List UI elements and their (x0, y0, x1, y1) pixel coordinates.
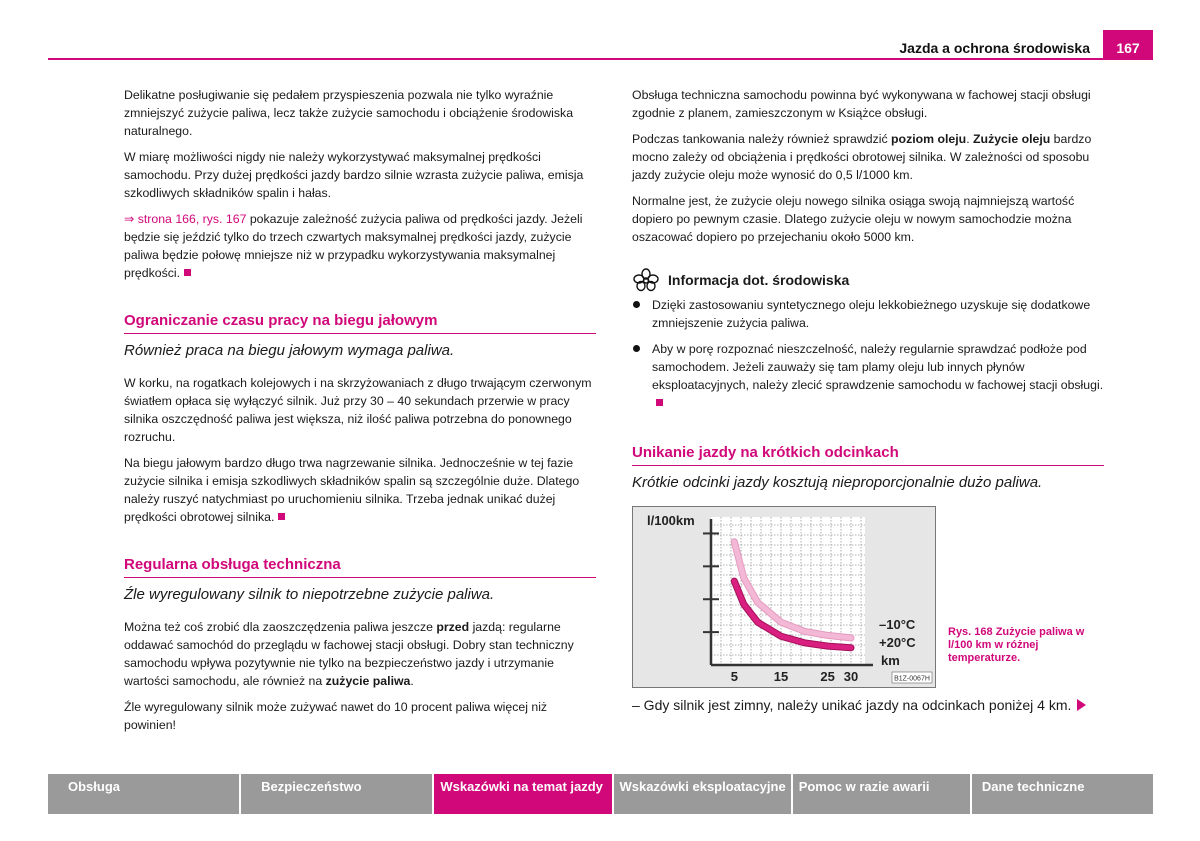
environment-note-header (632, 268, 1104, 292)
paragraph: Można też coś zrobić dla zaoszczędzenia paliwa jeszcze przed jazdą: regularne oddawać samochód do przeglądu w fachowej stacji obsługi. Dobry stan techniczny samochodu wpływa pozytywnie nie tylko na bezpieczeństwo jazdy i utrzymanie wartości samochodu, ale również na zużycie paliwa. (124, 620, 574, 688)
section-heading-idle: Ograniczanie czasu pracy na biegu jałowym (124, 312, 596, 334)
running-head: Jazda a ochrona środowiska (899, 40, 1090, 56)
end-mark-icon (278, 513, 285, 520)
section-heading-service: Regularna obsługa techniczna (124, 556, 596, 578)
bullet-icon (633, 345, 640, 352)
instruction-item: – Gdy silnik jest zimny, należy unikać jazdy na odcinkach poniżej 4 km. (632, 697, 1122, 713)
y-axis-label: l/100km (647, 513, 695, 528)
list-item: Aby w porę rozpoznać nieszczelność, należy regularnie sprawdzać podłoże pod samochodem. Jeżeli zauważy się tam plamy oleju lub innych płynów eksploatacyjnych, należy zlecić sprawdzenie samochodu w fachowej stacji obsługi. (632, 340, 1104, 412)
paragraph: Na biegu jałowym bardzo długo trwa nagrzewanie silnika. Jednocześnie w tej fazie zużycie silnika i emisja szkodliwych składników spalin są szczególnie duże. Dlatego należy ruszyć natychmiast po uruchomieniu silnika. Trzeba jednak unikać dużej prędkości obrotowej silnika. (124, 456, 580, 524)
paragraph: Delikatne posługiwanie się pedałem przyspieszenia pozwala nie tylko wyraźnie zmniejszyć zużycie paliwa, lecz także zużycie samochodu i obciążenie środowiska naturalnego. (124, 88, 574, 138)
page-number: 167 (1103, 30, 1153, 60)
left-column (124, 86, 596, 742)
paragraph: Źle wyregulowany silnik może zużywać nawet do 10 procent paliwa więcej niż powinien! (124, 700, 548, 732)
environment-note-title: Informacja dot. środowiska (668, 272, 850, 288)
tab-bezpieczenstwo[interactable]: Bezpieczeństwo (241, 774, 432, 814)
paragraph: ⇒ strona 166, rys. 167 pokazuje zależność zużycia paliwa od prędkości jazdy. Jeżeli będzie się jeździć tylko do trzech czwartych maksymalnej prędkości jazdy, zużycie paliwa będzie połowę mniejsze niż w przypadku wykorzystywania maksymalnej prędkości. (124, 212, 583, 280)
end-mark-icon (656, 399, 663, 406)
end-mark-icon (184, 269, 191, 276)
tab-dane-techniczne[interactable]: Dane techniczne (972, 774, 1153, 814)
flower-icon (632, 268, 660, 292)
x-tick-label: 15 (773, 669, 789, 684)
paragraph: W miarę możliwości nigdy nie należy wykorzystywać maksymalnej prędkości samochodu. Przy dużej prędkości jazdy bardzo silnie wzrasta zużycie paliwa, emisja szkodliwych składników spalin i hałas. (124, 150, 584, 200)
x-tick-label: 25 (820, 669, 835, 684)
tab-wskazowki-jazdy[interactable]: Wskazówki na temat jazdy (434, 774, 611, 814)
paragraph: Podczas tankowania należy również sprawdzić poziom oleju. Zużycie oleju bardzo mocno zależy od obciążenia i prędkości obrotowej silnika. W zależności od sposobu jazdy zużycie oleju może wynosić do 0,5 l/1000 km. (632, 132, 1092, 182)
series-label: –10°C (879, 617, 916, 632)
paragraph: Obsługa techniczna samochodu powinna być wykonywana w fachowej stacji obsługi zgodnie z planem, zamieszczonym w Książce obsługi. (632, 88, 1091, 120)
bullet-icon (633, 301, 640, 308)
footer-nav (48, 774, 1153, 814)
section-lead: Źle wyregulowany silnik to niepotrzebne zużycie paliwa. (124, 586, 495, 603)
continue-arrow-icon (1077, 699, 1086, 711)
tab-wskazowki-eksploatacyjne[interactable]: Wskazówki eksploatacyjne (614, 774, 791, 814)
series-label: +20°C (879, 635, 916, 650)
header-rule (48, 58, 1153, 60)
chart-svg (633, 507, 935, 687)
list-item: Dzięki zastosowaniu syntetycznego oleju lekkobieżnego uzyskuje się dodatkowe zmniejszenie zużycia paliwa. (632, 296, 1104, 332)
right-column (632, 86, 1104, 688)
section-heading-short-trips: Unikanie jazdy na krótkich odcinkach (632, 444, 1104, 466)
x-axis-label: km (881, 653, 900, 668)
section-lead: Również praca na biegu jałowym wymaga paliwa. (124, 342, 455, 359)
figure-code: B1Z-0067H (894, 675, 930, 683)
tab-pomoc-awarii[interactable]: Pomoc w razie awarii (793, 774, 970, 814)
fuel-consumption-chart (632, 506, 936, 688)
figure-caption: Rys. 168 Zużycie paliwa w l/100 km w różnej temperaturze. (948, 626, 1085, 664)
paragraph: W korku, na rogatkach kolejowych i na skrzyżowaniach z długo trwającym czerwonym światłem opłaca się wyłączyć silnik. Już przy 30 – 40 sekundach przerwie w pracy silnika oszczędność paliwa jest większa, niż ilość paliwa potrzebna do ponownego rozruchu. (124, 376, 592, 444)
paragraph: Normalne jest, że zużycie oleju nowego silnika osiąga swoją najmniejszą wartość dopiero po pewnym czasie. Dlatego zużycie oleju w nowym samochodzie można oszacować dopiero po przejechaniu około 5000 km. (632, 194, 1075, 244)
cross-reference-link[interactable]: ⇒ strona 166, rys. 167 (124, 212, 247, 226)
section-lead: Krótkie odcinki jazdy kosztują nieproporcjonalnie dużo paliwa. (632, 474, 1043, 491)
tab-obsluga[interactable]: Obsługa (48, 774, 239, 814)
x-tick-label: 5 (730, 669, 738, 684)
x-tick-label: 30 (843, 669, 859, 684)
